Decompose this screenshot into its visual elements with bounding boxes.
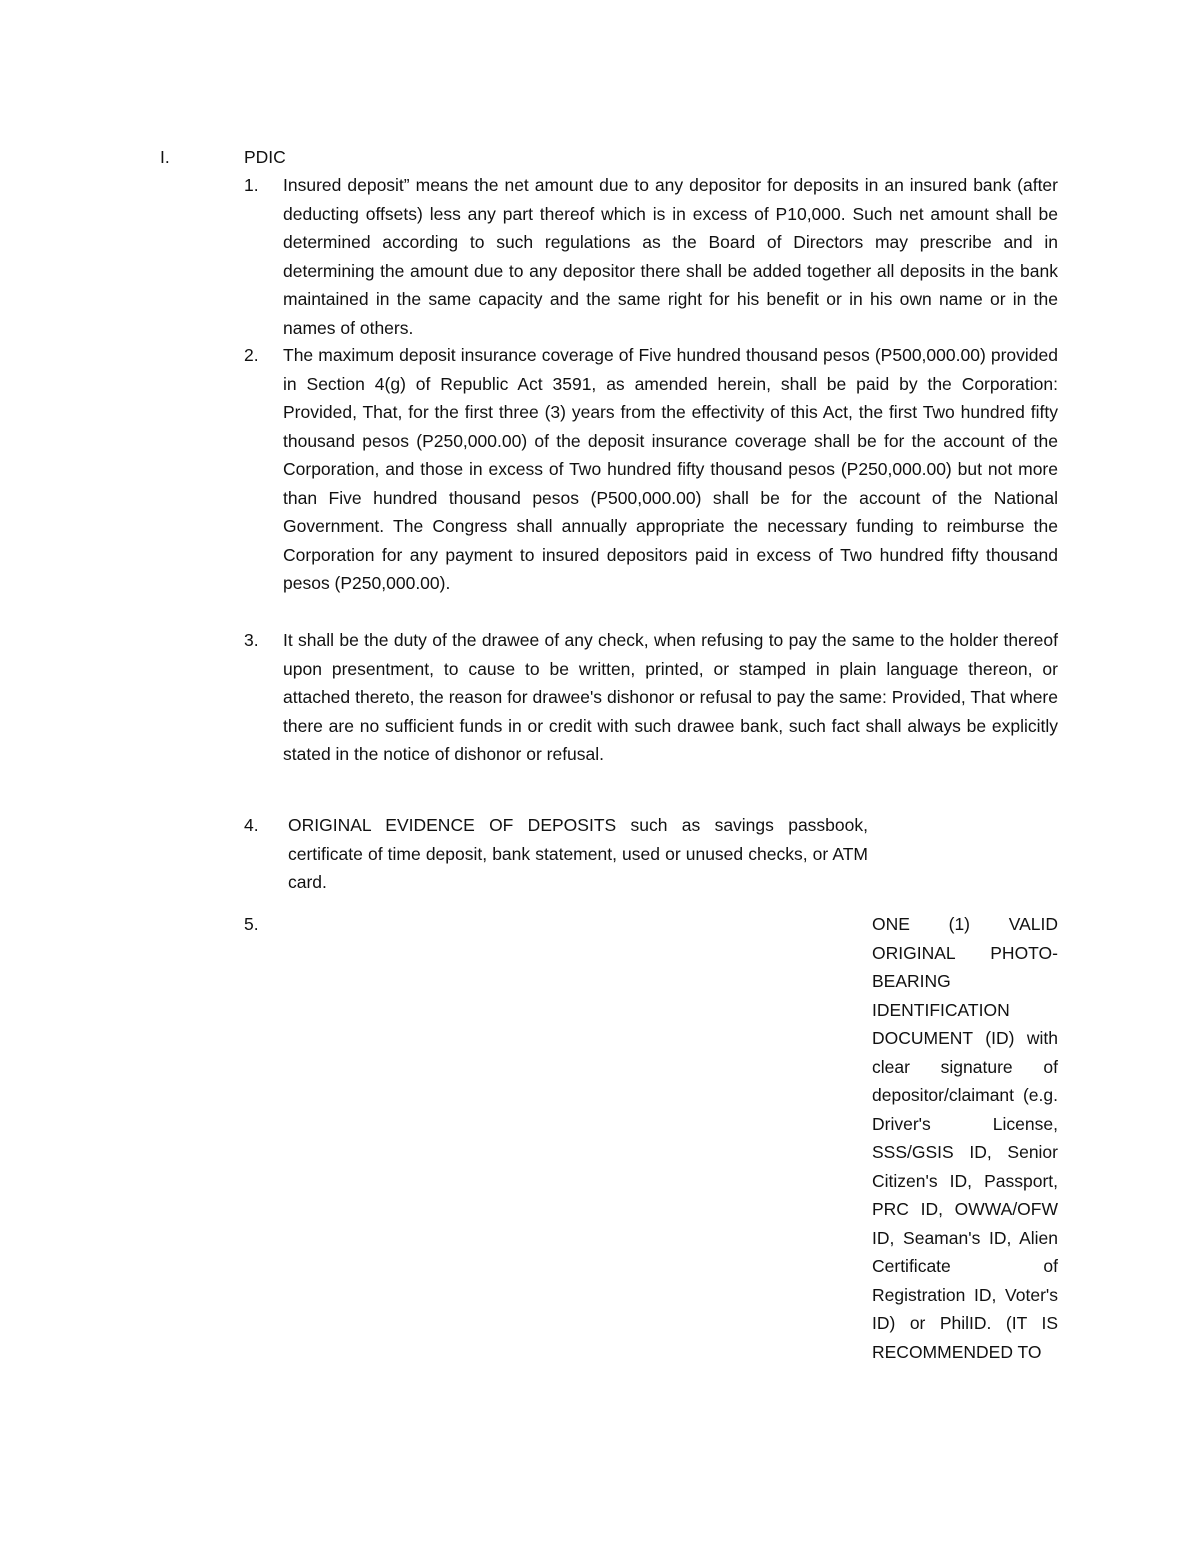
list-item-text: ONE (1) VALID ORIGINAL PHOTO-BEARING IDENTIFICATION DOCUMENT (ID) with clear signature of depositor/claimant (e.g. Driver's License, SSS/GSIS ID, Senior Citizen's ID, Passport, PRC ID, OWWA/OFW ID, Seaman's ID, Alien Certificate of Registration ID, Voter's ID) or PhilID. (IT IS RECOMMENDED TO [872, 914, 1058, 1362]
list-item-text: It shall be the duty of the drawee of any check, when refusing to pay the same to the holder thereof upon presentment, to cause to be written, printed, or stamped in plain language thereon, or attached thereto, the reason for drawee's dishonor or refusal to pay the same: Provided, That where there are no sufficient funds in or credit with such drawee bank, such fact shall always be explicitly stated in the notice of dishonor or refusal. [283, 630, 1058, 764]
list-item-number: 4. [244, 815, 259, 835]
list-item-text: The maximum deposit insurance coverage of Five hundred thousand pesos (P500,000.00) provided in Section 4(g) of Republic Act 3591, as amended herein, shall be paid by the Corporation: Provided, That, for the first three (3) years from the effectivity of this Act, the first Two hundred fifty thousand pesos (P250,000.00) of the deposit insurance coverage shall be for the account of the Corporation, and those in excess of Two hundred fifty thousand pesos (P250,000.00) but not more than Five hundred thousand pesos (P500,000.00) shall be for the account of the National Government. The Congress shall annually appropriate the necessary funding to reimburse the Corporation for any payment to insured depositors paid in excess of Two hundred fifty thousand pesos (P250,000.00). [283, 345, 1058, 593]
section-numeral: I. [160, 147, 170, 167]
list-item-text: Insured deposit” means the net amount due to any depositor for deposits in an insured bank (after deducting offsets) less any part thereof which is in excess of P10,000. Such net amount shall be determined according to such regulations as the Board of Directors may prescribe and in determining the amount due to any depositor there shall be added together all deposits in the bank maintained in the same capacity and the same right for his benefit or in his own name or in the names of others. [283, 175, 1058, 338]
list-item-number: 3. [244, 630, 259, 650]
list-item-number: 1. [244, 175, 259, 195]
section-title: PDIC [244, 147, 286, 167]
list-item-text: ORIGINAL EVIDENCE OF DEPOSITS such as savings passbook, certificate of time deposit, bank statement, used or unused checks, or ATM card. [288, 815, 868, 892]
list-item-number: 5. [244, 914, 259, 934]
list-item-number: 2. [244, 345, 259, 365]
